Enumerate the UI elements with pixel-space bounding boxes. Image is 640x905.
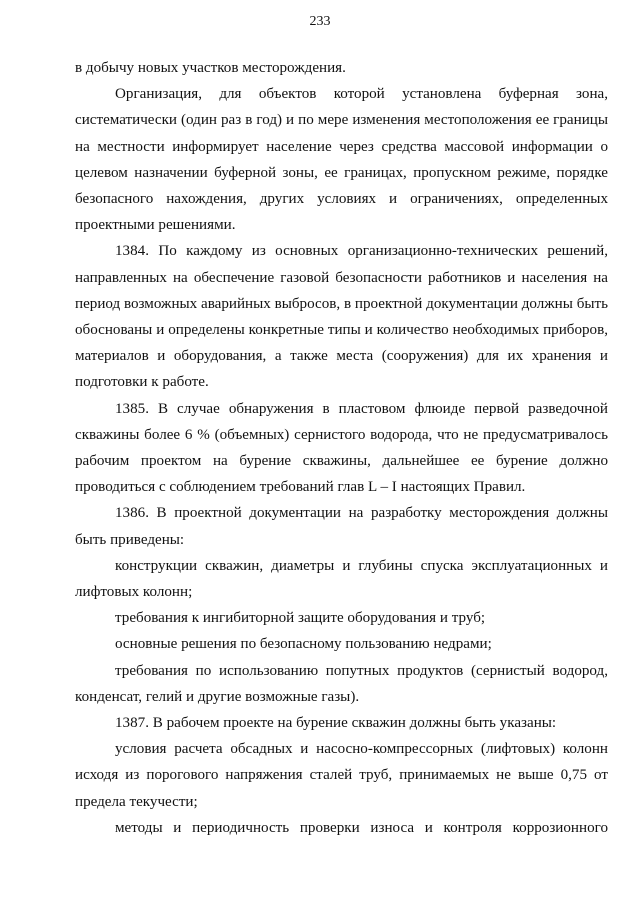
paragraph: конструкции скважин, диаметры и глубины спуска эксплуатационных и лифтовых колонн;	[75, 557, 608, 601]
paragraph: 1386. В проектной документации на разработку месторождения должны быть приведены:	[75, 505, 608, 548]
paragraph: 1385. В случае обнаружения в пластовом флюиде первой разведочной скважины более 6 % (объемных) сернистого водорода, что не предусматривалось рабочим проектом на бурение скважины, дальнейшее ее бурение должно проводиться с соблюдением требований глав L – I настоящих Правил.	[75, 400, 608, 496]
paragraph: Организация, для объектов которой установлена буферная зона, систематически (один раз в год) и по мере изменения местоположения ее границы на местности информирует население через средства массовой информации о целевом назначении буферной зоны, ее границах, пропускном режиме, порядке безопасного нахождения, других условиях и ограничениях, определенных проектными решениями.	[75, 86, 608, 234]
paragraph: 1384. По каждому из основных организационно-технических решений, направленных на обеспечение газовой безопасности работников и населения на период возможных аварийных выбросов, в проектной документации должны быть обоснованы и определены конкретные типы и количество необходимых приборов, материалов и оборудования, а также места (сооружения) для их хранения и подготовки к работе.	[75, 243, 608, 391]
paragraph: требования по использованию попутных продуктов (сернистый водород, конденсат, гелий и другие возможные газы).	[75, 662, 608, 705]
body-text	[75, 55, 608, 841]
paragraph: основные решения по безопасному пользованию недрами;	[115, 636, 492, 653]
paragraph: требования к ингибиторной защите оборудования и труб;	[115, 610, 486, 627]
page-number: 233	[309, 14, 331, 29]
paragraph: условия расчета обсадных и насосно-компрессорных (лифтовых) колонн исходя из порогового напряжения сталей труб, принимаемых не выше 0,75 от предела текучести;	[75, 741, 608, 810]
paragraph: в добычу новых участков месторождения.	[75, 60, 346, 76]
paragraph: 1387. В рабочем проекте на бурение скважин должны быть указаны:	[115, 715, 557, 732]
paragraph: методы и периодичность проверки износа и контроля коррозионного	[115, 819, 608, 836]
